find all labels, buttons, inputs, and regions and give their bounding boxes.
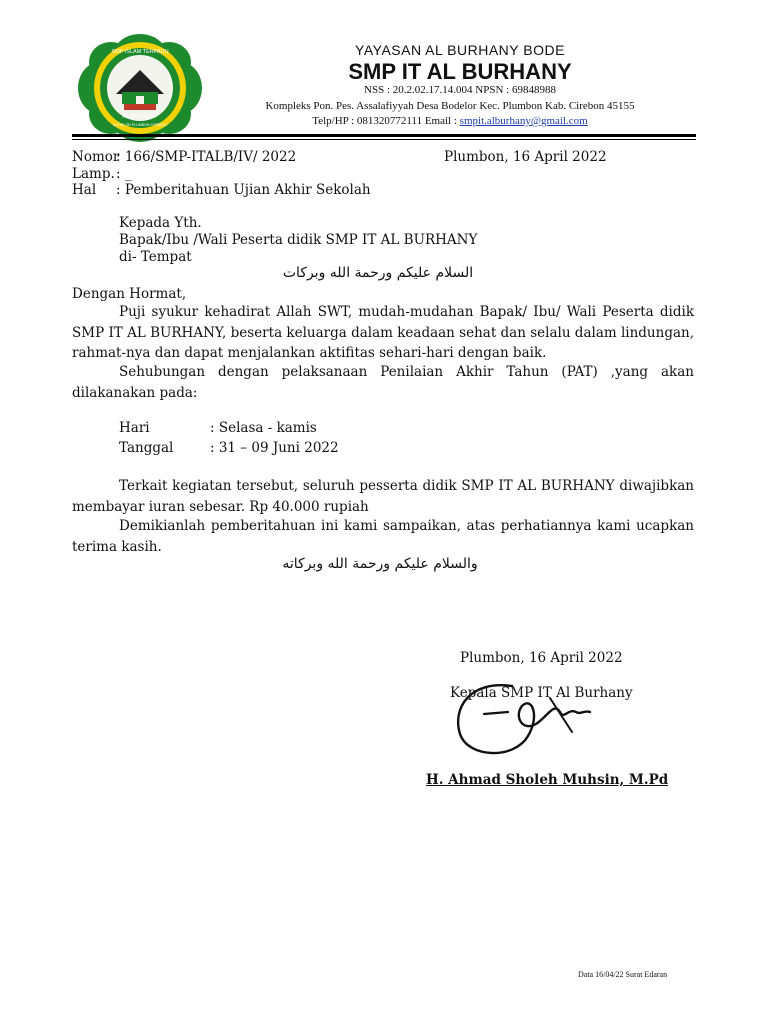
salutation: Dengan Hormat, [72,286,187,302]
lamp-label: Lamp. [72,166,115,182]
signature-place-date: Plumbon, 16 April 2022 [460,650,623,666]
logo-text-top: SMP ISLAM TERPADU [111,49,169,55]
handwritten-signature [452,672,602,764]
school-logo [78,34,202,142]
greeting-arabic: السلام عليكم ورحمة الله وبركات [282,265,474,281]
body-paragraph-1: Puji syukur kehadirat Allah SWT, mudah-mudahan Bapak/ Ibu/ Wali Peserta didik SMP IT AL BURHANY, beserta keluarga dalam keadaan sehat dan selalu dalam lindungan, rahmat-nya dan dapat menjalankan aktifitas sehari-hari dengan baik. [72,304,694,361]
letter-place-date: Plumbon, 16 April 2022 [444,149,607,165]
body-paragraph-2: Sehubungan dengan pelaksanaan Penilaian Akhir Tahun (PAT) ,yang akan dilakanakan pada: [72,364,694,401]
recipient-line1: Kepada Yth. [119,215,202,231]
footer-note: Data 16/04/22 Surat Edaran [578,970,668,979]
recipient-line2: Bapak/Ibu /Wali Peserta didik SMP IT AL BURHANY [119,232,478,248]
schedule-value-tanggal: : 31 – 09 Juni 2022 [210,440,339,456]
logo-text-place: BODELOR PLUMBON CIREBON [113,123,167,127]
hal-label: Hal [72,182,97,198]
org-name: YAYASAN AL BURHANY BODE [355,42,565,58]
school-address: Kompleks Pon. Pes. Assalafiyyah Desa Bodelor Kec. Plumbon Kab. Cirebon 45155 [265,100,635,112]
signatory-name: H. Ahmad Sholeh Muhsin, M.Pd [426,772,669,788]
nss-npsn: NSS : 20.2.02.17.14.004 NPSN : 69848988 [364,84,556,96]
logo-text-name: AL BURHANY [122,114,158,120]
hal-value: : Pemberitahuan Ujian Akhir Sekolah [116,182,371,198]
letterhead-rule-thick [72,134,696,137]
school-name: SMP IT AL BURHANY [348,59,572,84]
nomor-label: Nomor [72,149,120,165]
recipient-line3: di- Tempat [119,249,192,265]
school-contact [210,115,690,127]
body-paragraph-3: Terkait kegiatan tersebut, seluruh pesserta didik SMP IT AL BURHANY diwajibkan membayar iuran sebesar. Rp 40.000 rupiah [72,478,694,515]
schedule-label-tanggal: Tanggal [119,440,174,456]
signature-title: Kepala SMP IT Al Burhany [450,685,633,701]
schedule-label-hari: Hari [119,420,150,436]
contact-phone: Telp/HP : 081320772111 Email : [312,115,460,127]
nomor-value: : 166/SMP-ITALB/IV/ 2022 [116,149,297,165]
body-paragraph-4: Demikianlah pemberitahuan ini kami sampaikan, atas perhatiannya kami ucapkan terima kasih. [72,518,694,555]
schedule-value-hari: : Selasa - kamis [210,420,317,436]
closing-arabic: والسلام عليكم ورحمة الله وبركاته [282,556,478,572]
lamp-value: : _ [116,166,132,182]
contact-email-link[interactable]: smpit.alburhany@gmail.com [459,115,588,127]
letterhead-rule-thin [72,139,696,140]
